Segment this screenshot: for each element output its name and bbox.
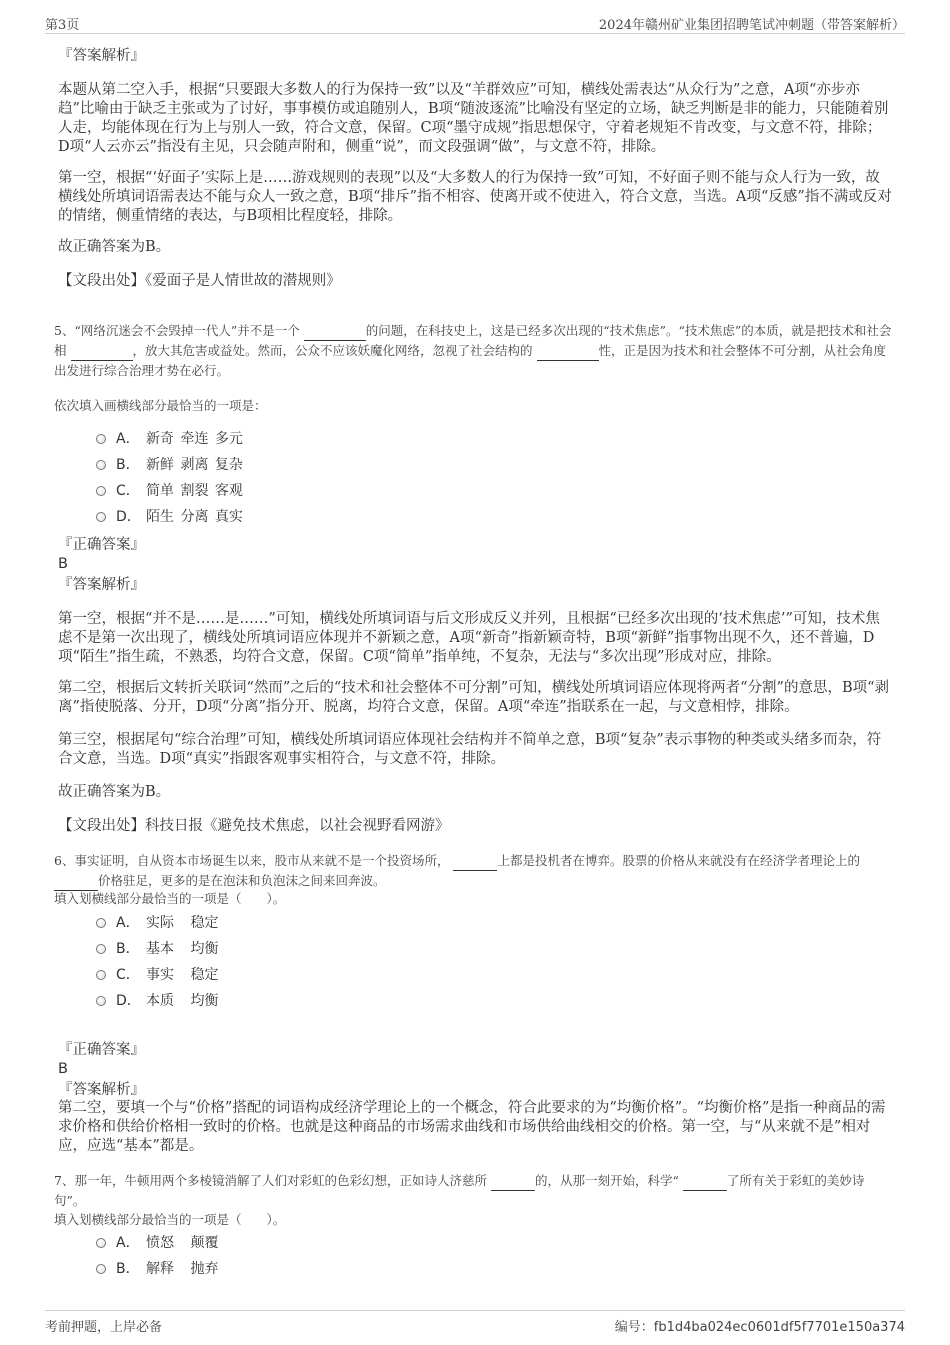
q5-blank-3 [537,341,599,361]
q7-blank-2 [683,1171,727,1191]
q6-analysis-label: 『答案解析』 [58,1082,145,1098]
q4-analysis-label: 『答案解析』 [58,48,145,64]
q6-analysis-paragraph: 第二空，要填一个与“价格”搭配的词语构成经济学理论上的一个概念，符合此要求的为“均衡价格”。“均衡价格”是指一种商品的需求价格和供给价格相一致时的价格。也就是这种商品的市场需求曲线和市场供给曲线相交的价格。第一空，与“从来就不是”相对应，应选“基本”都是。 [58,1100,886,1154]
q5-blank-1 [304,321,366,341]
q7-stem: 7、那一年，牛顿用两个多棱镜消解了人们对彩虹的色彩幻想，正如诗人济慈所 的，从那一刻开始，科学“ 了所有关于彩虹的美妙诗句”。 [54,1173,865,1208]
radio-icon[interactable] [96,918,106,928]
radio-icon[interactable] [96,434,106,444]
page-footer [45,1310,905,1345]
q5-analysis-paragraph-3: 第三空，根据尾句“综合治理”可知，横线处所填词语应体现社会结构并不简单之意，B项“复杂”表示事物的种类或头绪多而杂，符合文意，当选。D项“真实”指跟客观事实相符合，与文意不符，排除。 [58,732,882,767]
q5-source: 【文段出处】科技日报《避免技术焦虑，以社会视野看网游》 [58,818,450,834]
q6-blank-1 [453,851,497,871]
radio-icon[interactable] [96,512,106,522]
q5-analysis-paragraph-1: 第一空，根据“并不是……是……”可知，横线处所填词语与后文形成反义并列，且根据“已经多次出现的‘技术焦虑’”可知，技术焦虑不是第一次出现了，横线处所填词语应体现并不新颖之意，A项“新奇”指新颖奇特，B项“新鲜”指事物出现不久，还不普遍，D项“陌生”指生疏，不熟悉，均符合文意，保留。C项“简单”指单纯，不复杂，无法与“多次出现”形成对应，排除。 [58,611,880,665]
q5-instruction: 依次填入画横线部分最恰当的一项是： [54,398,267,413]
page-header [45,0,905,34]
radio-icon[interactable] [96,460,106,470]
q5-conclusion: 故正确答案为B。 [58,784,171,800]
q4-analysis-paragraph-2: 第一空，根据“‘好面子’实际上是……游戏规则的表现”以及“大多数人的行为保持一致”可知，不好面子则不能与众人行为一致，故横线处所填词语需表达不能与众人一致之意，B项“排斥”指不相容、使离开或不使进入，符合文意，当选。A项“反感”指不满或反对的情绪，侧重情绪的表达，与B项相比程度轻，排除。 [58,170,892,224]
q5-option-a[interactable]: A． 新奇 牵连 多元 [96,429,243,449]
page-number: 第3页 [45,18,80,33]
radio-icon[interactable] [96,944,106,954]
footer-slogan: 考前押题，上岸必备 [45,1320,163,1335]
q5-analysis-label: 『答案解析』 [58,577,145,593]
q7-blank-1 [491,1171,535,1191]
q6-option-a[interactable]: A． 实际 稳定 [96,913,218,933]
document-code: 编号：fb1d4ba024ec0601df5f7701e150a374 [614,1320,905,1335]
q6-blank-2 [54,871,98,891]
q7-instruction: 填入划横线部分最恰当的一项是（ ）。 [54,1212,286,1227]
q6-option-b[interactable]: B． 基本 均衡 [96,939,218,959]
q5-stem: 5、“网络沉迷会不会毁掉一代人”并不是一个 的问题，在科技史上，这是已经多次出现的“技术焦虑”。“技术焦虑”的本质，就是把技术和社会相 ，放大其危害或益处。然而，公众不应该妖魔化网络，忽视了社会结构的 性，正是因为技术和社会整体不可分割，从社会角度出发进行综合治理才势在必行。 [54,323,892,378]
q6-correct-label: 『正确答案』 [58,1042,145,1058]
q5-correct-label: 『正确答案』 [58,537,145,553]
radio-icon[interactable] [96,1264,106,1274]
q6-option-c[interactable]: C． 事实 稳定 [96,965,218,985]
q6-stem: 6、事实证明，自从资本市场诞生以来，股市从来就不是一个投资场所， 上都是投机者在博弈。股票的价格从来就没有在经济学者理论上的 价格驻足，更多的是在泡沫和负泡沫之间来回奔波。 [54,851,894,891]
q5-answer: B [58,556,68,572]
document-title: 2024年赣州矿业集团招聘笔试冲刺题（带答案解析） [598,18,905,33]
q5-analysis-paragraph-2: 第二空，根据后文转折关联词“然而”之后的“技术和社会整体不可分割”可知，横线处所填词语应体现将两者“分割”的意思，B项“剥离”指使脱落、分开，D项“分离”指分开、脱离，均符合文意，保留。A项“牵连”指联系在一起，与文意相悖，排除。 [58,680,890,715]
q5-blank-2 [71,341,133,361]
q7-option-b[interactable]: B． 解释 抛弃 [96,1259,218,1279]
q4-source: 【文段出处】《爱面子是人情世故的潜规则》 [58,273,341,289]
q6-answer: B [58,1061,68,1077]
radio-icon[interactable] [96,996,106,1006]
radio-icon[interactable] [96,486,106,496]
q4-conclusion: 故正确答案为B。 [58,239,171,255]
q5-option-c[interactable]: C． 简单 割裂 客观 [96,481,243,501]
q4-analysis-paragraph-1: 本题从第二空入手，根据“只要跟大多数人的行为保持一致”以及“羊群效应”可知，横线处需表达“从众行为”之意，A项“亦步亦趋”比喻由于缺乏主张或为了讨好，事事模仿或追随别人，B项“随波逐流”比喻没有坚定的立场，缺乏判断是非的能力，只能随着别人走，均能体现在行为上与别人一致，符合文意，保留。C项“墨守成规”指思想保守，守着老规矩不肯改变，与文意不符，排除；D项“人云亦云”指没有主见，只会随声附和，侧重“说”，而文段强调“做”，与文意不符，排除。 [58,82,889,155]
q7-option-a[interactable]: A． 愤怒 颠覆 [96,1233,218,1253]
radio-icon[interactable] [96,970,106,980]
q5-option-b[interactable]: B． 新鲜 剥离 复杂 [96,455,243,475]
q6-instruction: 填入划横线部分最恰当的一项是（ ）。 [54,891,286,906]
q6-option-d[interactable]: D． 本质 均衡 [96,991,218,1011]
q5-option-d[interactable]: D． 陌生 分离 真实 [96,507,243,527]
radio-icon[interactable] [96,1238,106,1248]
